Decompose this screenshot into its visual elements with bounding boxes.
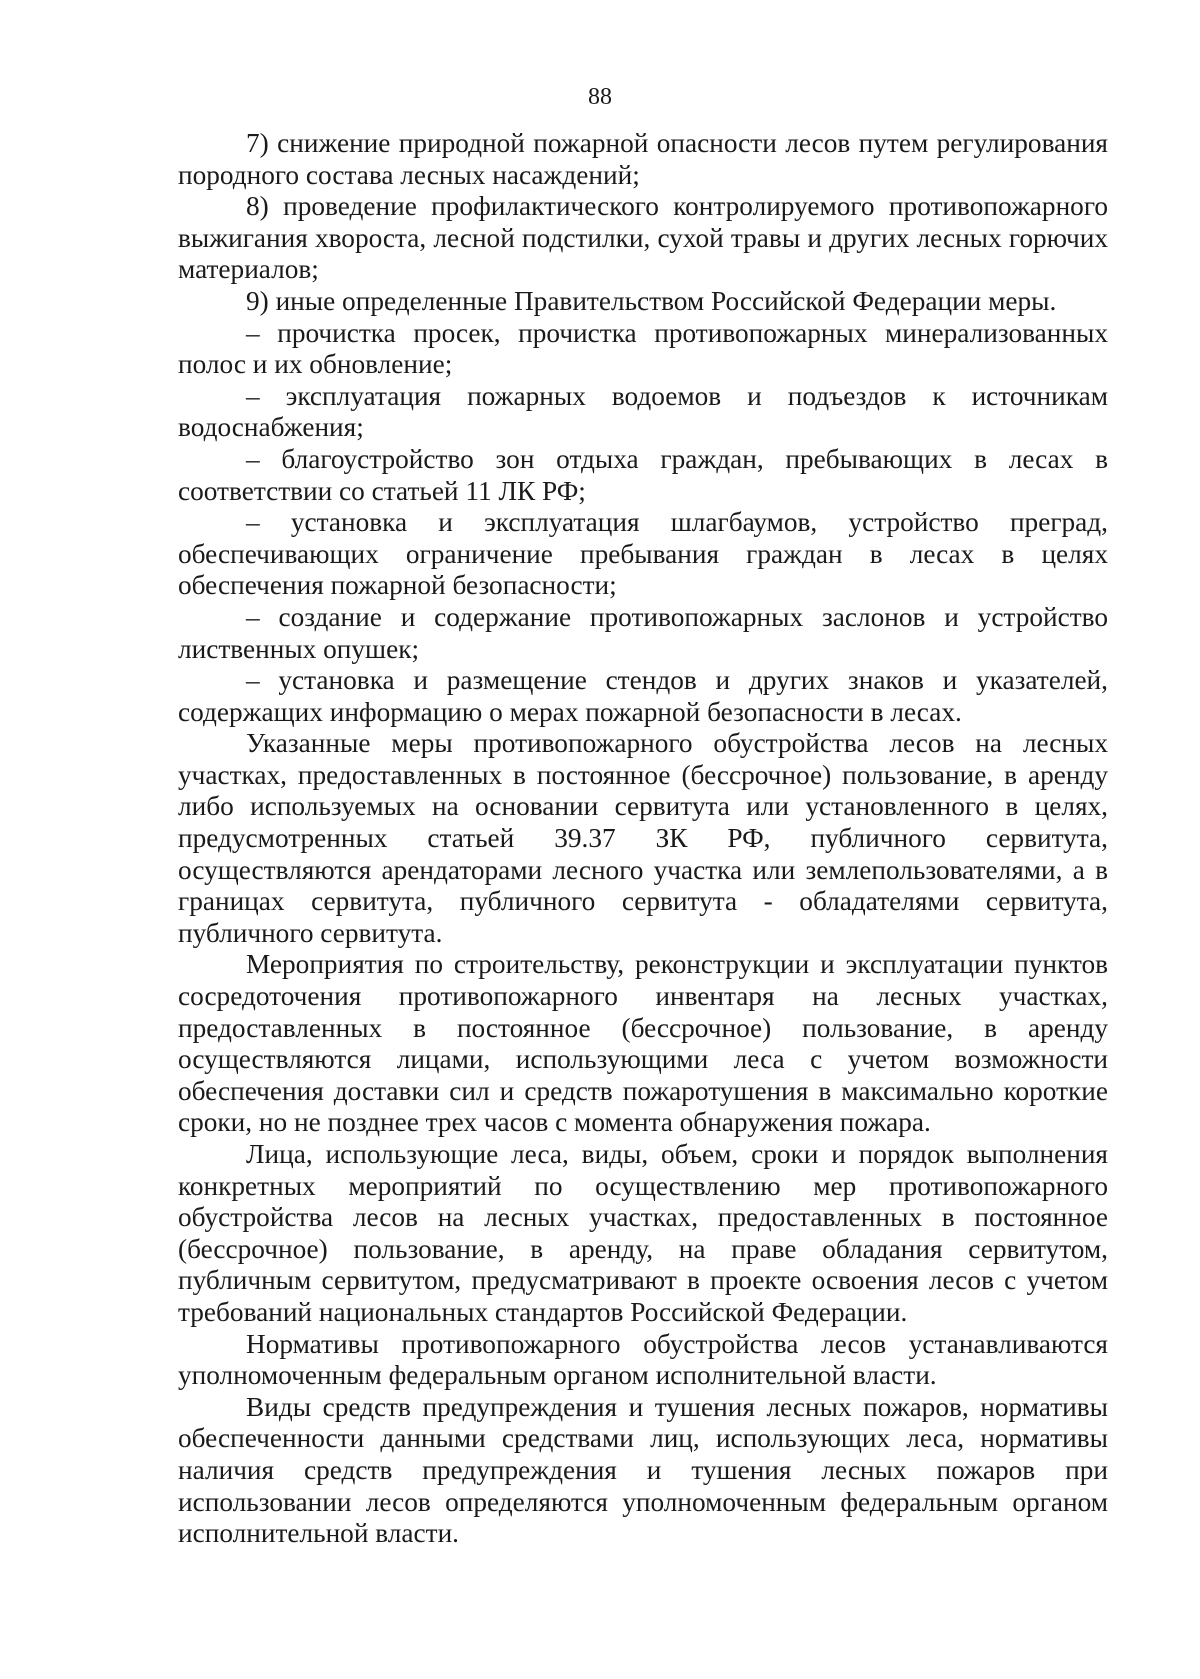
- dash-item-firebreaks: – создание и содержание противопожарных заслонов и устройство лиственных опушек;: [178, 601, 1108, 664]
- paragraph-item-7: 7) снижение природной пожарной опасности лесов путем регулирования породного состава лесных насаждений;: [178, 128, 1108, 190]
- dash-item-reservoirs: – эксплуатация пожарных водоемов и подъездов к источникам водоснабжения;: [178, 380, 1108, 443]
- dash-item-signs: – установка и размещение стендов и других знаков и указателей, содержащих информацию о мерах пожарной безопасности в лесах.: [178, 665, 1108, 727]
- dash-item-recreation: – благоустройство зон отдыха граждан, пребывающих в лесах в соответствии со статьей 11 ЛК РФ;: [178, 443, 1108, 506]
- dash-item-barriers: – установка и эксплуатация шлагбаумов, устройство преград, обеспечивающих ограничение пребывания граждан в лесах в целях обеспечения пожарной безопасности;: [178, 507, 1108, 601]
- paragraph-persons: Лица, использующие леса, виды, объем, сроки и порядок выполнения конкретных мероприятий по осуществлению мер противопожарного обустройства лесов на лесных участках, предоставленных в постоянное (бессрочное) пользование, в аренду, на праве обладания сервитутом, публичным сервитутом, предусматривают в проекте освоения лесов с учетом требований национальных стандартов Российской Федерации.: [178, 1139, 1108, 1327]
- dash-item-clearing: – прочистка просек, прочистка противопожарных минерализованных полос и их обновление;: [178, 317, 1108, 380]
- paragraph-item-9: 9) иные определенные Правительством Российской Федерации меры.: [246, 285, 1057, 316]
- paragraph-item-8: 8) проведение профилактического контролируемого противопожарного выжигания хвороста, лесной подстилки, сухой травы и других лесных горючих материалов;: [178, 191, 1108, 285]
- document-body: [178, 128, 1108, 1550]
- paragraph-norms: Нормативы противопожарного обустройства лесов устанавливаются уполномоченным федеральным органом исполнительной власти.: [178, 1328, 1108, 1391]
- page-number: 88: [588, 84, 612, 110]
- paragraph-activities: Мероприятия по строительству, реконструкции и эксплуатации пунктов сосредоточения противопожарного инвентаря на лесных участках, предоставленных в постоянное (бессрочное) пользование, в аренду осуществляются лицами, использующими леса с учетом возможности обеспечения доставки сил и средств пожаротушения в максимально короткие сроки, но не позднее трех часов с момента обнаружения пожара.: [178, 949, 1108, 1138]
- paragraph-means: Виды средств предупреждения и тушения лесных пожаров, нормативы обеспеченности данными средствами лиц, использующих леса, нормативы наличия средств предупреждения и тушения лесных пожаров при использовании лесов определяются уполномоченным федеральным органом исполнительной власти.: [178, 1391, 1108, 1549]
- paragraph-measures: Указанные меры противопожарного обустройства лесов на лесных участках, предоставленных в постоянное (бессрочное) пользование, в аренду либо используемых на основании сервитута или установленного в целях, предусмотренных статьей 39.37 ЗК РФ, публичного сервитута, осуществляются арендаторами лесного участка или землепользователями, а в границах сервитута, публичного сервитута - обладателями сервитута, публичного сервитута.: [178, 728, 1108, 948]
